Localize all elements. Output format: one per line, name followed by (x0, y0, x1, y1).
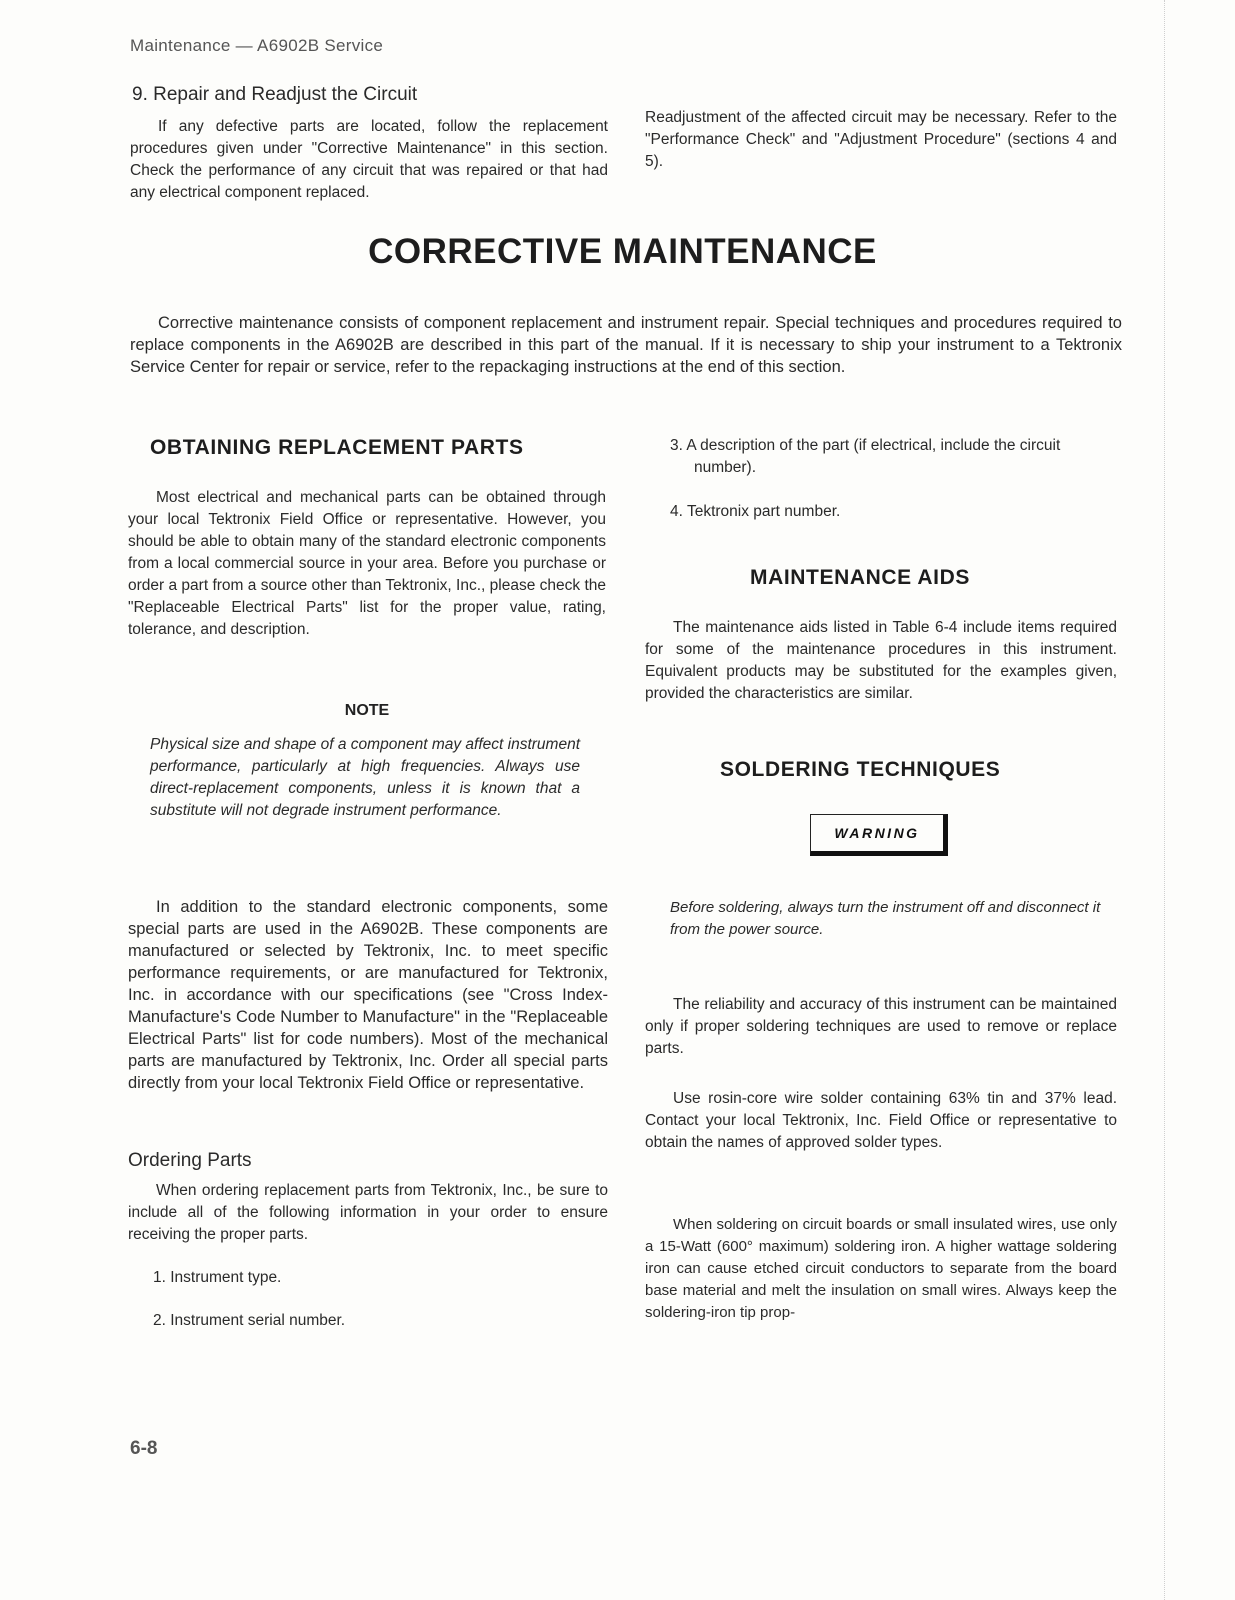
soldering-paragraph-1: The reliability and accuracy of this instrument can be maintained only if proper soldering techniques are used to remove or replace parts. (645, 996, 1117, 1057)
list-item: 1. Instrument type. (153, 1269, 282, 1286)
note-text: Physical size and shape of a component may affect instrument performance, particularly at high frequencies. Always use direct-replacement components, unless it is known that a substitute will not degrade instrument performance. (150, 736, 580, 819)
running-head: Maintenance — A6902B Service (130, 36, 384, 55)
aids-paragraph: The maintenance aids listed in Table 6-4 include items required for some of the maintenance procedures in this instrument. Equivalent products may be substituted for the examples given, provided the characteristics are similar. (645, 619, 1117, 702)
obtaining-paragraph-1: Most electrical and mechanical parts can be obtained through your local Tektronix Field Office or representative. However, you should be able to obtain many of the standard electronic components from a local commercial source in your area. Before you purchase or order a part from a source other than Tektronix, Inc., please check the "Replaceable Electrical Parts" list for the proper value, rating, tolerance, and description. (128, 489, 606, 638)
warning-label: WARNING (834, 825, 920, 841)
obtaining-heading: OBTAINING REPLACEMENT PARTS (150, 436, 524, 459)
ordering-paragraph: When ordering replacement parts from Tektronix, Inc., be sure to include all of the following information in your order to ensure receiving the proper parts. (128, 1182, 608, 1243)
aids-heading: MAINTENANCE AIDS (750, 566, 970, 589)
ordering-heading: Ordering Parts (128, 1150, 252, 1171)
step-right-paragraph: Readjustment of the affected circuit may be necessary. Refer to the "Performance Check" and "Adjustment Procedure" (sections 4 and 5). (645, 109, 1117, 170)
warning-text: Before soldering, always turn the instrument off and disconnect it from the power source. (670, 899, 1101, 938)
note-title: NOTE (344, 702, 390, 719)
soldering-paragraph-3: When soldering on circuit boards or small insulated wires, use only a 15-Watt (600° maximum) soldering iron. A higher wattage soldering iron can cause etched circuit conductors to separate from the board base material and melt the insulation on small wires. Always keep the soldering-iron tip prop- (645, 1216, 1117, 1321)
page-number: 6-8 (130, 1438, 158, 1459)
step-left-paragraph: If any defective parts are located, follow the replacement procedures given under "Corrective Maintenance" in this section. Check the performance of any circuit that was repaired or that had any electrical component replaced. (130, 118, 608, 201)
warning-badge (810, 814, 948, 856)
soldering-paragraph-2: Use rosin-core wire solder containing 63% tin and 37% lead. Contact your local Tektronix, Inc. Field Office or representative to obtain the names of approved solder types. (645, 1090, 1117, 1151)
list-item: 3. A description of the part (if electrical, include the circuit number). (670, 437, 1061, 476)
soldering-heading: SOLDERING TECHNIQUES (720, 758, 1001, 781)
step-heading: 9. Repair and Readjust the Circuit (132, 84, 418, 105)
intro-paragraph: Corrective maintenance consists of component replacement and instrument repair. Special techniques and procedures required to replace components in the A6902B are described in this part of the manual. If it is necessary to ship your instrument to a Tektronix Service Center for repair or service, refer to the repackaging instructions at the end of this section. (130, 314, 1122, 376)
list-item: 4. Tektronix part number. (670, 503, 841, 520)
binding-margin (1164, 0, 1195, 1600)
list-item: 2. Instrument serial number. (153, 1312, 346, 1329)
obtaining-paragraph-2: In addition to the standard electronic components, some special parts are used in the A6902B. These components are manufactured or selected by Tektronix, Inc. to meet specific performance requirements, or are manufactured for Tektronix, Inc. in accordance with our specifications (see "Cross Index-Manufacture's Code Number to Manufacture" in the "Replaceable Electrical Parts" list for code numbers). Most of the mechanical parts are manufactured by Tektronix, Inc. Order all special parts directly from your local Tektronix Field Office or representative. (128, 898, 608, 1092)
page-title: CORRECTIVE MAINTENANCE (368, 232, 877, 271)
